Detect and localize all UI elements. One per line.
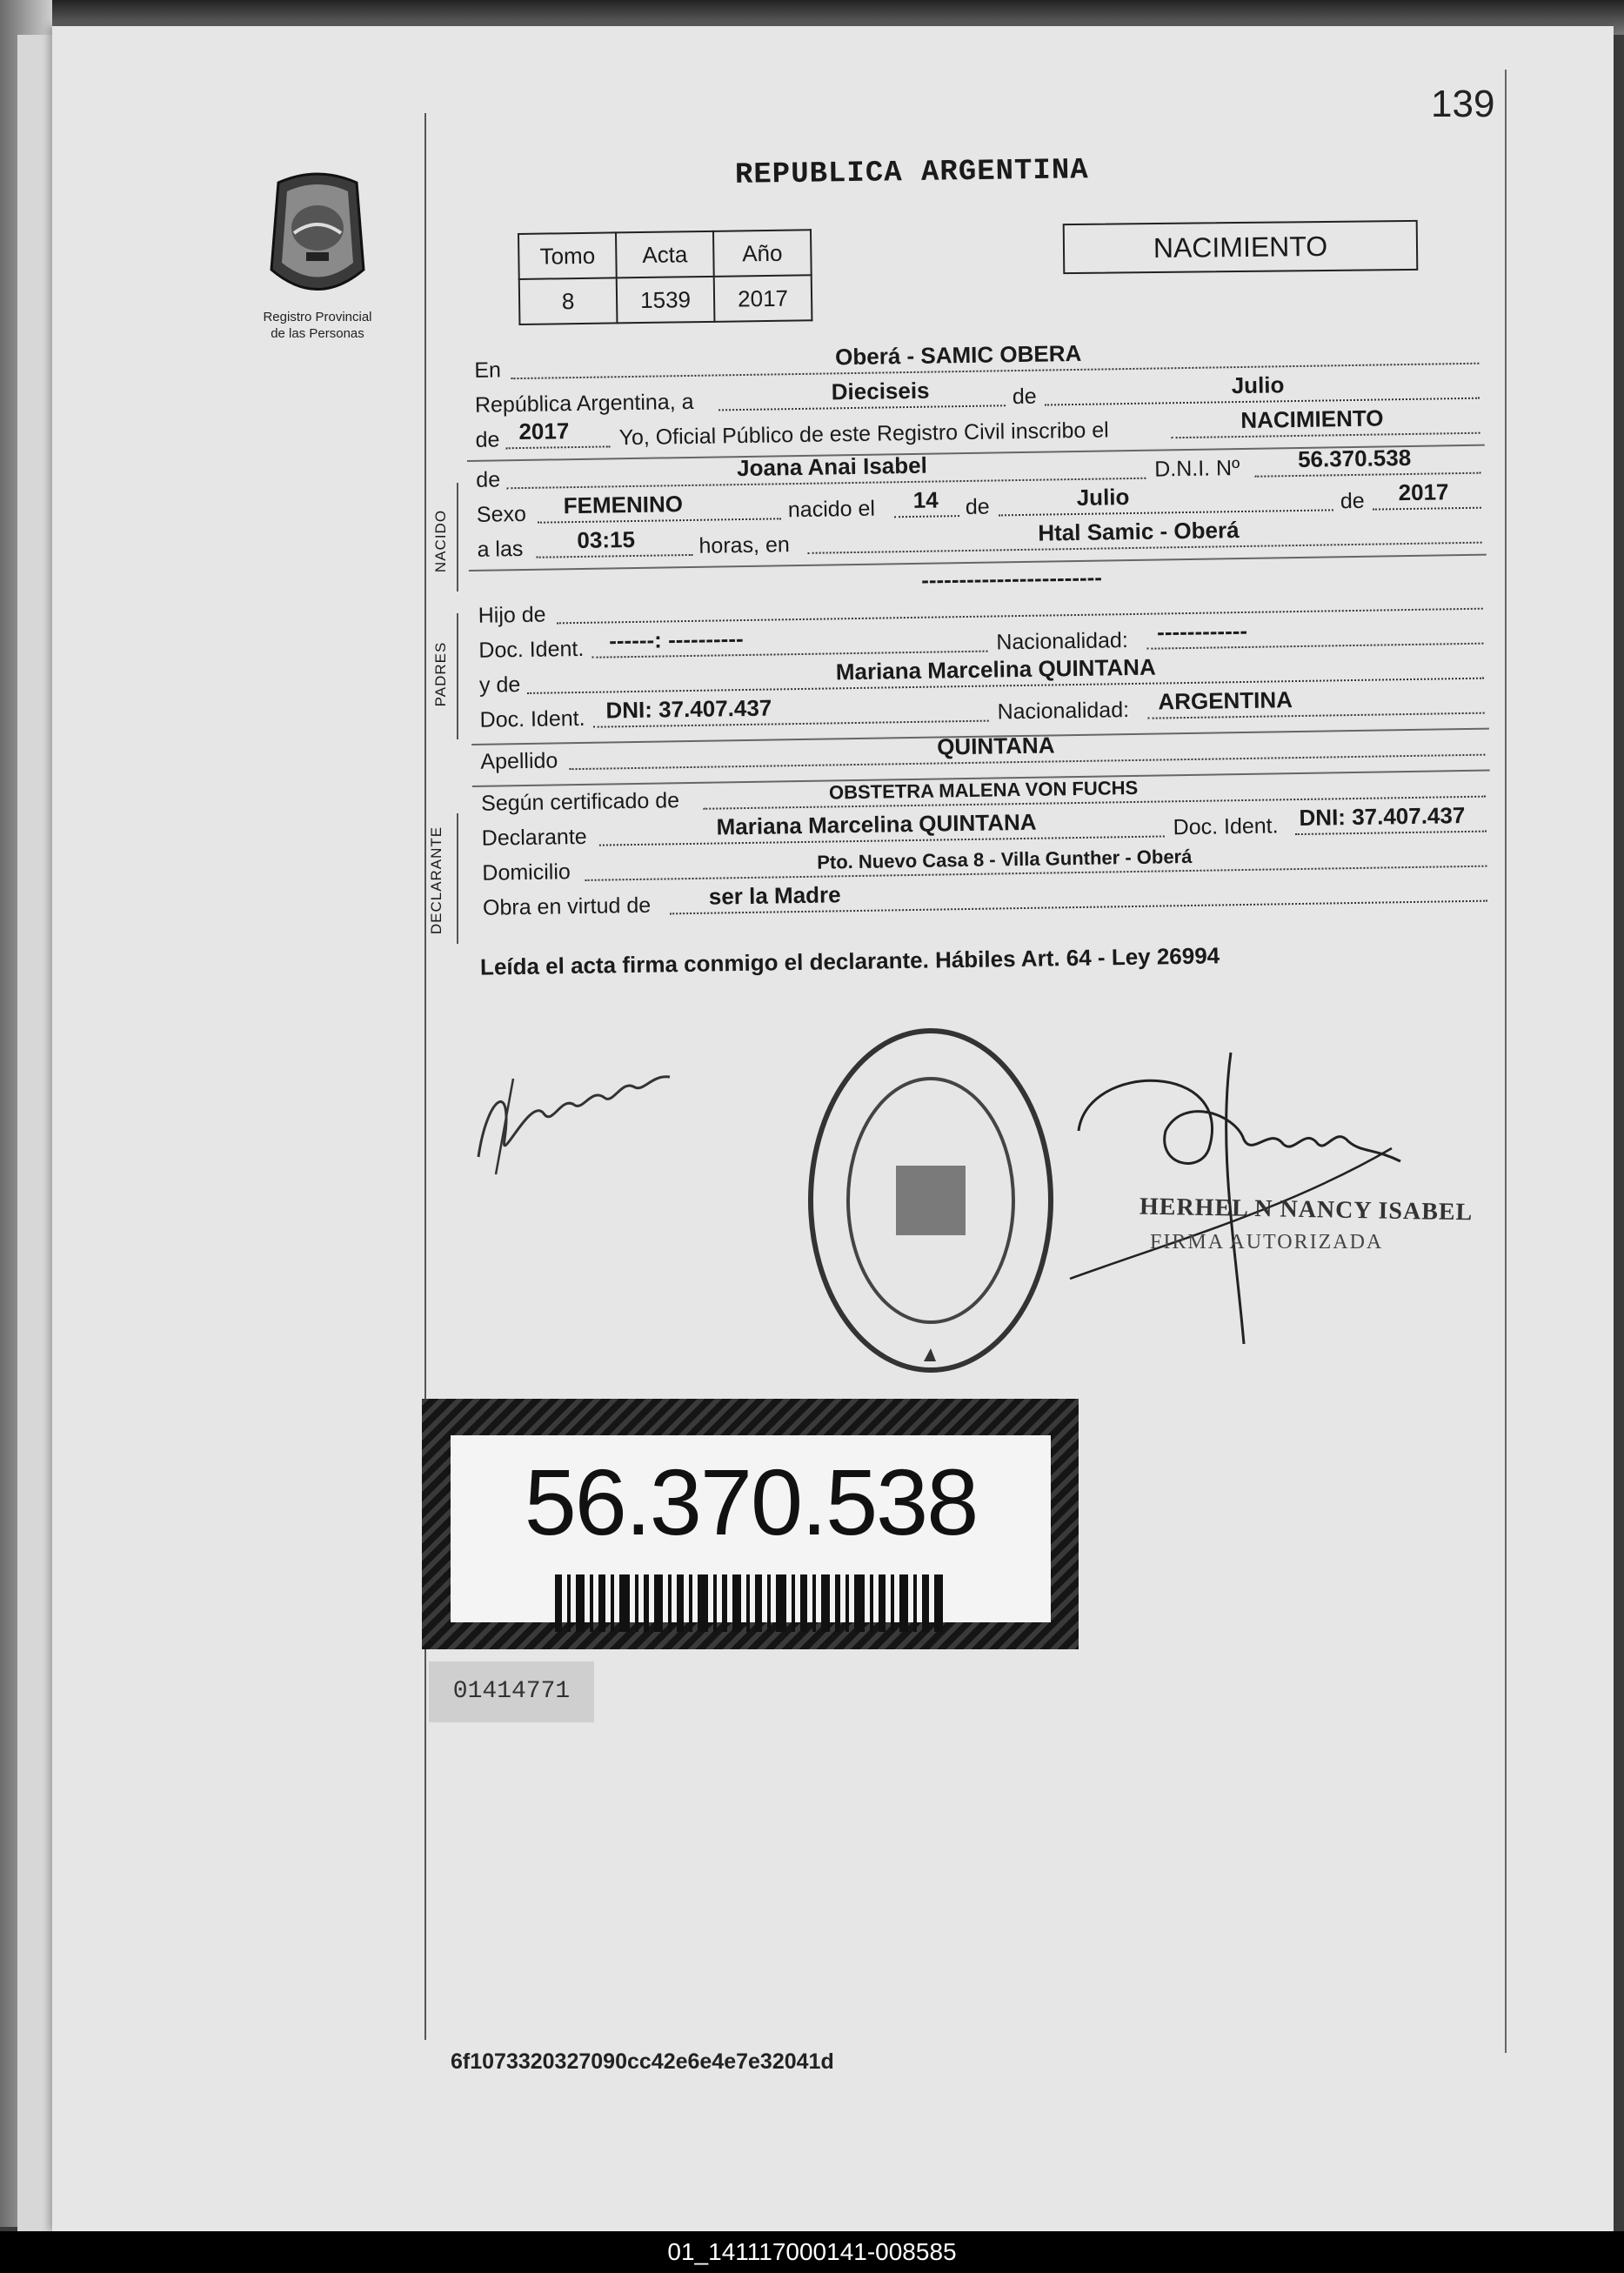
header-year: Año (713, 230, 812, 277)
serial-number: 01414771 (429, 1661, 594, 1722)
section-label-padres: PADRES (432, 641, 449, 707)
value-hora: 03:15 (577, 525, 636, 554)
dots-year (506, 445, 611, 449)
label-de-year2: de (1340, 488, 1365, 514)
value-obra: ser la Madre (708, 881, 841, 910)
official-role: FIRMA AUTORIZADA (1150, 1231, 1384, 1253)
registry-caption (235, 309, 400, 342)
header-tomo: Tomo (518, 232, 617, 279)
value-padre: ------------------------ (920, 564, 1103, 593)
label-alas: a las (477, 536, 524, 562)
value-dni: 56.370.538 (1297, 444, 1412, 472)
value-acta: 1539 (617, 277, 715, 324)
value-doc2: DNI: 37.407.437 (605, 694, 772, 724)
value-certificado: OBSTETRA MALENA VON FUCHS (828, 776, 1139, 804)
value-apellido: QUINTANA (936, 732, 1055, 760)
label-inscribo: Yo, Oficial Público de este Registro Civil inscribo el (618, 418, 1109, 451)
closing-statement: Leída el acta firma conmigo el declarante. Hábiles Art. 64 - Ley 26994 (479, 942, 1220, 980)
row-apellido (471, 728, 1485, 779)
value-lugar: Htal Samic - Oberá (1038, 517, 1240, 546)
header-acta: Acta (616, 231, 714, 278)
label-declarante: Declarante (481, 824, 587, 851)
label-de-year: de (475, 427, 500, 452)
value-year2: 2017 (1398, 478, 1449, 506)
dots-inscribo (1172, 432, 1480, 439)
birth-record-form (465, 337, 1487, 925)
value-sexo: FEMENINO (563, 491, 684, 519)
label-dni: D.N.I. Nº (1153, 456, 1240, 482)
label-horas-en: horas, en (698, 532, 790, 558)
label-republica: República Argentina, a (474, 389, 694, 418)
section-label-declarante: DECLARANTE (428, 826, 444, 935)
value-nac2: ARGENTINA (1158, 686, 1293, 715)
label-obra: Obra en virtud de (482, 892, 652, 920)
official-name: HERHEL N NANCY ISABEL (1139, 1193, 1474, 1227)
label-nac1: Nacionalidad: (996, 628, 1129, 655)
value-tomo: 8 (519, 277, 618, 324)
value-month: Julio (1231, 371, 1285, 399)
id-sticker (422, 1399, 1079, 1649)
label-apellido: Apellido (480, 748, 558, 774)
value-madre: Mariana Marcelina QUINTANA (835, 653, 1156, 685)
dots-dia (894, 515, 959, 518)
declarante-signature (461, 1044, 678, 1183)
record-type-box: NACIMIENTO (1063, 220, 1419, 274)
label-doc1: Doc. Ident. (478, 636, 585, 663)
label-hijo: Hijo de (478, 602, 546, 628)
registry-caption-line1: Registro Provincial (263, 310, 372, 324)
page-number: 139 (1431, 83, 1495, 125)
value-nombre: Joana Anai Isabel (736, 451, 928, 482)
footer-filename: 01_141117000141-008585 (0, 2231, 1624, 2273)
value-domicilio: Pto. Nuevo Casa 8 - Villa Gunther - Oberá (817, 845, 1193, 873)
dots-hora (537, 554, 693, 558)
tomo-acta-year-table (518, 229, 812, 325)
value-inscribo: NACIMIENTO (1240, 404, 1384, 434)
label-de-nombre: de (476, 467, 501, 492)
dots-dni (1254, 472, 1480, 478)
label-certificado: Según certificado de (480, 788, 680, 816)
label-yde: y de (478, 672, 521, 698)
dots-year2 (1373, 507, 1481, 511)
label-en: En (474, 358, 502, 383)
barcode-icon (555, 1574, 946, 1632)
right-margin-line (1505, 70, 1507, 2053)
dots-day (718, 404, 1006, 411)
document-title: REPUBLICA ARGENTINA (734, 154, 1089, 192)
document-hash: 6f1073320327090cc42e6e4e7e32041d (451, 2049, 834, 2074)
label-de-mes2: de (965, 494, 990, 519)
value-year-text: 2017 (518, 418, 570, 445)
value-nac1: ------------ (1156, 617, 1248, 645)
provincia-misiones-seal-icon (261, 165, 374, 304)
declarante-bracket (457, 813, 458, 944)
left-margin-line (424, 113, 426, 2040)
value-mes2: Julio (1076, 484, 1130, 511)
value-year: 2017 (714, 275, 812, 322)
label-doc2: Doc. Ident. (479, 705, 585, 732)
section-label-nacido: NACIDO (432, 509, 449, 573)
value-dia: 14 (912, 486, 939, 513)
value-doc1: ------: ---------- (608, 625, 744, 654)
sticker-label (451, 1435, 1051, 1622)
label-de-month: de (1012, 384, 1037, 410)
value-en: Oberá - SAMIC OBERA (834, 339, 1082, 371)
sticker-number: 56.370.538 (524, 1449, 978, 1554)
label-nac2: Nacionalidad: (997, 698, 1130, 725)
value-doc3: DNI: 37.407.437 (1299, 802, 1466, 832)
label-domicilio: Domicilio (482, 859, 571, 886)
registry-caption-line2: de las Personas (271, 326, 364, 341)
value-day: Dieciseis (831, 377, 930, 405)
registry-stamp (800, 1022, 1061, 1383)
label-nacido-el: nacido el (787, 496, 876, 523)
label-doc3: Doc. Ident. (1173, 813, 1279, 840)
value-declarante: Mariana Marcelina QUINTANA (716, 808, 1037, 840)
dots-mes2 (999, 509, 1333, 516)
padres-bracket (457, 613, 458, 739)
label-sexo: Sexo (476, 501, 527, 527)
nacido-bracket (457, 483, 458, 592)
